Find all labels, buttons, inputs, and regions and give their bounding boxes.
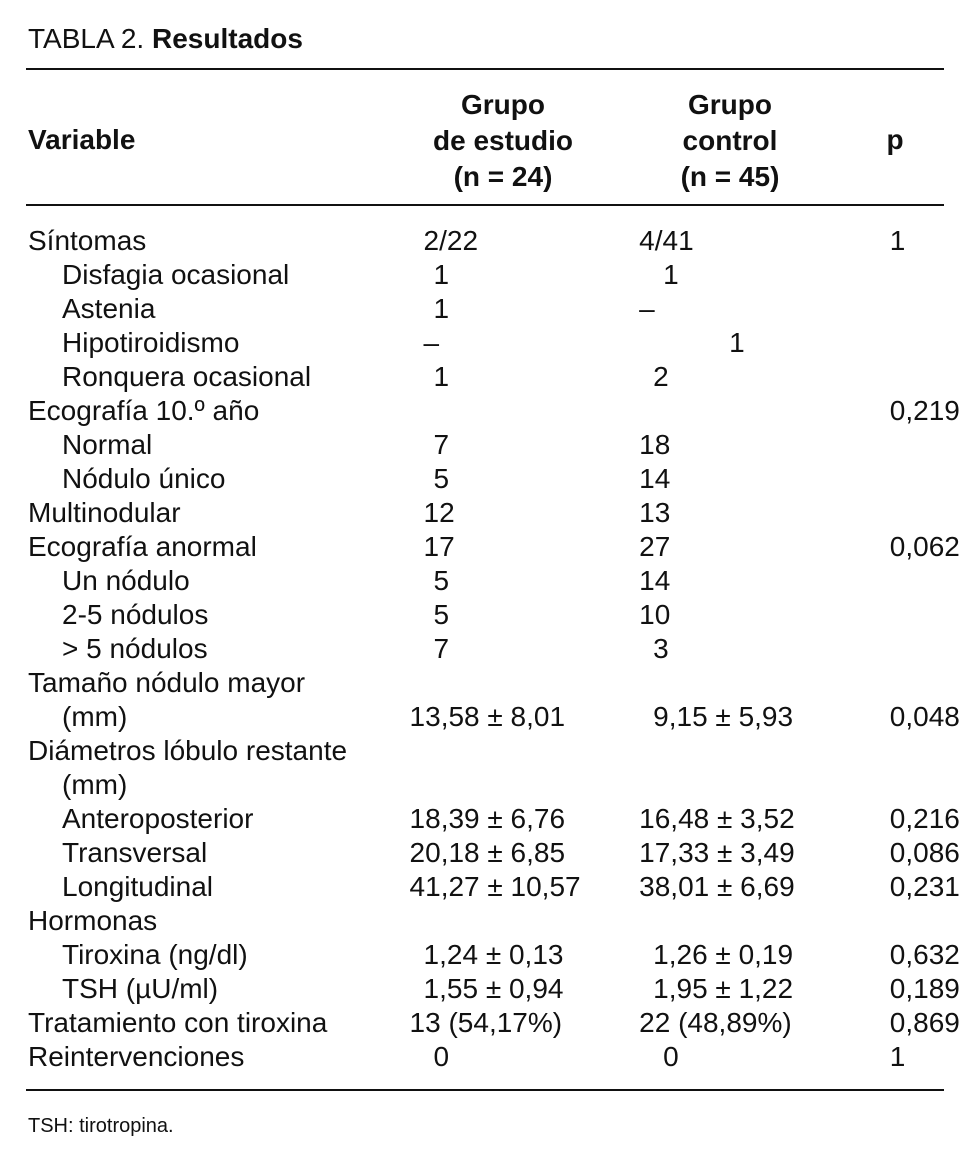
table-title: Resultados (152, 23, 303, 54)
cell-variable: (mm) (62, 701, 128, 732)
cell-variable: Tiroxina (ng/dl) (62, 939, 248, 970)
table-row (28, 360, 973, 394)
cell-study-group: 17 (423, 531, 455, 562)
cell-p-value: 1 (889, 1041, 906, 1072)
cell-study-group: 5 (433, 599, 450, 630)
cell-study-group: 7 (433, 429, 450, 460)
cell-study-group (410, 666, 640, 700)
cell-study-group: 13,58 ± 8,01 (409, 701, 566, 732)
cell-study-group: 0 (433, 1041, 450, 1072)
cell-p-value: 0,062 (889, 531, 960, 562)
cell-variable: Síntomas (28, 225, 147, 256)
header-p-value: p (886, 124, 904, 155)
cell-study-group (410, 734, 640, 768)
cell-variable: Ronquera ocasional (62, 361, 312, 392)
cell-control-group (639, 666, 890, 700)
cell-control-group (639, 394, 890, 428)
cell-study-group: 1 (433, 293, 450, 324)
cell-p-value (890, 666, 973, 700)
header-variable: Variable (28, 124, 136, 155)
table-row (28, 394, 973, 428)
cell-p-value (890, 564, 973, 598)
bottom-rule (26, 1089, 944, 1091)
table-row (28, 904, 973, 938)
cell-p-value: 0,189 (889, 973, 960, 1004)
cell-study-group: 2/22 (423, 225, 479, 256)
cell-p-value: 0,086 (889, 837, 960, 868)
cell-control-group (639, 904, 890, 938)
table-number: TABLA 2. (28, 23, 145, 54)
cell-control-group: 0 (663, 1041, 679, 1072)
table-row (28, 938, 973, 972)
cell-p-value: 0,219 (889, 395, 960, 426)
table-row (28, 870, 973, 904)
cell-variable: Hipotiroidismo (62, 327, 240, 358)
table-row (28, 564, 973, 598)
cell-study-group (410, 904, 640, 938)
table-row (28, 598, 973, 632)
cell-control-group: 1 (663, 259, 679, 290)
cell-variable: Anteroposterior (62, 803, 254, 834)
table-row (28, 224, 973, 258)
table-row (28, 972, 973, 1006)
cell-p-value (890, 768, 973, 802)
cell-p-value: 1 (889, 225, 906, 256)
table-row (28, 700, 973, 734)
cell-control-group: 38,01 ± 6,69 (639, 871, 795, 902)
cell-variable: Hormonas (28, 905, 158, 936)
table-row (28, 428, 973, 462)
header-rule (26, 204, 944, 206)
cell-control-group: 3 (653, 633, 669, 664)
cell-study-group: – (423, 327, 440, 358)
header-control-group (630, 87, 830, 195)
cell-variable: Ecografía anormal (28, 531, 257, 562)
table-row (28, 768, 973, 802)
cell-control-group (639, 734, 890, 768)
cell-control-group: 9,15 ± 5,93 (653, 701, 794, 732)
table-row (28, 666, 973, 700)
cell-study-group: 1,55 ± 0,94 (423, 973, 564, 1004)
cell-control-group (639, 768, 890, 802)
header-study-group-line: (n = 24) (453, 161, 553, 192)
cell-study-group (410, 768, 640, 802)
table-row (28, 734, 973, 768)
table-row (28, 292, 973, 326)
cell-study-group: 1,24 ± 0,13 (423, 939, 564, 970)
cell-control-group: 22 (48,89%) (639, 1007, 792, 1038)
header-control-group-line: Grupo (688, 89, 772, 120)
cell-p-value (890, 292, 973, 326)
table-row (28, 632, 973, 666)
cell-control-group: 10 (639, 599, 671, 630)
cell-p-value (890, 496, 973, 530)
cell-study-group: 5 (433, 463, 450, 494)
cell-study-group: 20,18 ± 6,85 (409, 837, 566, 868)
cell-p-value (890, 598, 973, 632)
table-row (28, 462, 973, 496)
cell-control-group: 14 (639, 565, 671, 596)
header-control-group-line: control (682, 125, 778, 156)
cell-variable: > 5 nódulos (62, 633, 208, 664)
cell-p-value (890, 258, 973, 292)
cell-control-group: 13 (639, 497, 671, 528)
cell-p-value (890, 360, 973, 394)
cell-p-value (890, 428, 973, 462)
cell-variable: Tamaño nódulo mayor (28, 667, 306, 698)
table-row (28, 802, 973, 836)
cell-p-value (890, 632, 973, 666)
table-row (28, 496, 973, 530)
results-table (28, 224, 973, 1074)
cell-p-value: 0,869 (889, 1007, 960, 1038)
cell-control-group: 18 (639, 429, 671, 460)
cell-p-value: 0,231 (889, 871, 960, 902)
cell-study-group: 1 (433, 361, 450, 392)
cell-variable: Diámetros lóbulo restante (28, 735, 348, 766)
cell-p-value (890, 462, 973, 496)
cell-variable: Reintervenciones (28, 1041, 245, 1072)
header-study-group-line: Grupo (461, 89, 545, 120)
cell-control-group: 17,33 ± 3,49 (639, 837, 795, 868)
top-rule (26, 68, 944, 70)
header-control-group-line: (n = 45) (680, 161, 780, 192)
cell-variable: Un nódulo (62, 565, 190, 596)
cell-study-group: 1 (433, 259, 450, 290)
table-caption (28, 22, 303, 56)
cell-study-group: 41,27 ± 10,57 (409, 871, 581, 902)
cell-variable: 2-5 nódulos (62, 599, 209, 630)
header-study-group-line: de estudio (432, 125, 573, 156)
cell-control-group: – (639, 293, 655, 324)
table-footnote: TSH: tirotropina. (28, 1115, 174, 1137)
cell-variable: Tratamiento con tiroxina (28, 1007, 328, 1038)
cell-control-group: 1,95 ± 1,22 (653, 973, 794, 1004)
cell-study-group: 5 (433, 565, 450, 596)
table-row (28, 1006, 973, 1040)
cell-study-group: 7 (433, 633, 450, 664)
cell-variable: Nódulo único (62, 463, 226, 494)
cell-control-group: 1,26 ± 0,19 (653, 939, 794, 970)
cell-variable: (mm) (62, 769, 128, 800)
cell-p-value: 0,632 (889, 939, 960, 970)
table-row (28, 530, 973, 564)
cell-variable: Astenia (62, 293, 156, 324)
table-row (28, 1040, 973, 1074)
cell-control-group: 16,48 ± 3,52 (639, 803, 795, 834)
cell-p-value (890, 734, 973, 768)
cell-study-group: 12 (423, 497, 455, 528)
table-row (28, 326, 973, 360)
cell-p-value: 0,048 (889, 701, 960, 732)
cell-variable: TSH (µU/ml) (62, 973, 219, 1004)
table-row (28, 258, 973, 292)
cell-variable: Normal (62, 429, 153, 460)
cell-control-group: 4/41 (639, 225, 694, 256)
header-study-group (403, 87, 603, 195)
table-row (28, 836, 973, 870)
cell-control-group: 1 (729, 327, 745, 358)
cell-p-value (890, 326, 973, 360)
cell-variable: Longitudinal (62, 871, 214, 902)
cell-control-group: 27 (639, 531, 671, 562)
cell-control-group: 14 (639, 463, 671, 494)
cell-study-group: 18,39 ± 6,76 (409, 803, 566, 834)
cell-p-value (890, 904, 973, 938)
cell-variable: Ecografía 10.º año (28, 395, 260, 426)
cell-study-group (410, 394, 640, 428)
cell-variable: Multinodular (28, 497, 181, 528)
cell-p-value: 0,216 (889, 803, 960, 834)
cell-variable: Disfagia ocasional (62, 259, 290, 290)
cell-study-group: 13 (54,17%) (409, 1007, 563, 1038)
cell-control-group: 2 (653, 361, 669, 392)
cell-variable: Transversal (62, 837, 208, 868)
